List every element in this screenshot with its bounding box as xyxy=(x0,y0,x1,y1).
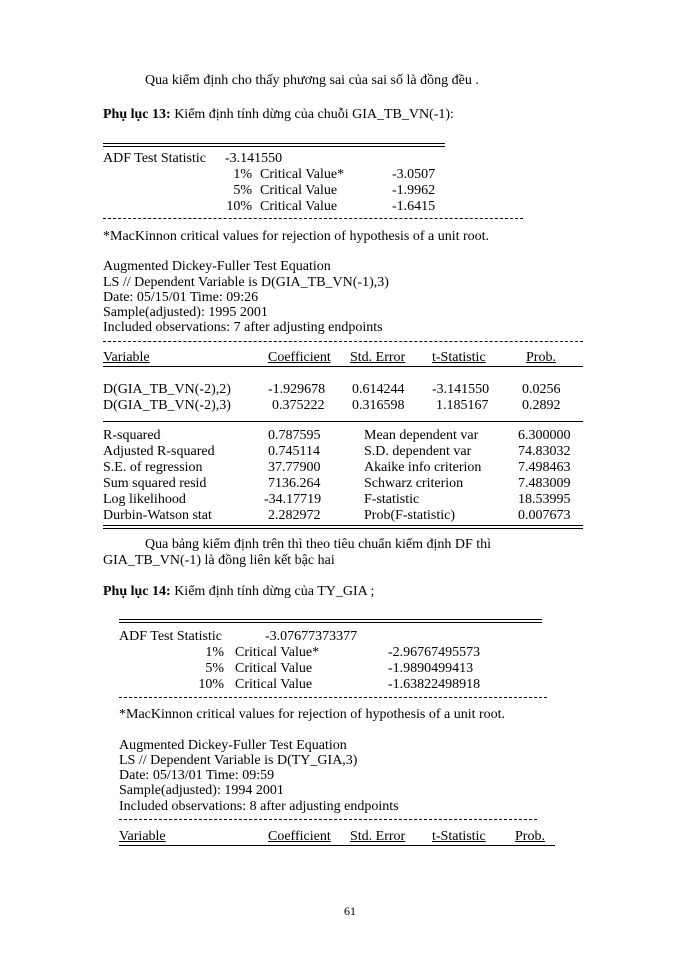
stat-value: 2.282972 xyxy=(268,508,321,523)
row1-t-statistic: -3.141550 xyxy=(432,382,490,397)
row1-variable: D(GIA_TB_VN(-2),2) xyxy=(103,382,231,397)
a14-crit-label-10: Critical Value xyxy=(235,677,313,692)
a14-col-header-prob: Prob. xyxy=(515,829,545,844)
double-rule-top-1 xyxy=(103,143,445,144)
col-header-t-statistic: t-Statistic xyxy=(432,350,486,365)
stat-value: 7.498463 xyxy=(518,460,571,475)
included-observations: Included observations: 7 after adjusting endpoints xyxy=(103,320,383,335)
a14-equation-title: Augmented Dickey-Fuller Test Equation xyxy=(119,738,347,753)
dependent-variable: LS // Dependent Variable is D(GIA_TB_VN(-1),3) xyxy=(103,275,389,290)
conclusion-line-2: GIA_TB_VN(-1) là đồng liên kết bậc hai xyxy=(103,553,335,568)
crit-pct-10: 10% xyxy=(226,199,252,214)
stat-value: 0.007673 xyxy=(518,508,571,523)
a14-col-header-coefficient: Coefficient xyxy=(268,829,331,844)
stat-label: Log likelihood xyxy=(103,492,186,507)
col-header-coefficient: Coefficient xyxy=(268,350,331,365)
stat-label: Prob(F-statistic) xyxy=(364,508,455,523)
crit-pct-5: 5% xyxy=(233,183,252,198)
a14-adf-label: ADF Test Statistic xyxy=(119,629,222,644)
stat-label: Adjusted R-squared xyxy=(103,444,215,459)
sample-range: Sample(adjusted): 1995 2001 xyxy=(103,305,268,320)
stat-value: 0.787595 xyxy=(268,428,321,443)
date-time: Date: 05/15/01 Time: 09:26 xyxy=(103,290,259,305)
appendix-14-heading xyxy=(103,584,374,600)
a14-included-observations: Included observations: 8 after adjusting endpoints xyxy=(119,799,399,814)
crit-value-10: -1.6415 xyxy=(392,199,436,214)
a14-crit-value-5: -1.9890499413 xyxy=(388,661,474,676)
a14-dependent-variable: LS // Dependent Variable is D(TY_GIA,3) xyxy=(119,753,358,768)
appendix-13-label: Phụ lục 13: xyxy=(103,107,171,122)
table-divider xyxy=(103,421,583,422)
stat-label: R-squared xyxy=(103,428,161,443)
stat-value: 6.300000 xyxy=(518,428,571,443)
stat-label: Mean dependent var xyxy=(364,428,479,443)
a14-sample-range: Sample(adjusted): 1994 2001 xyxy=(119,783,284,798)
crit-label-10: Critical Value xyxy=(260,199,338,214)
page-number: 61 xyxy=(344,904,356,918)
a14-mackinnon-note: *MacKinnon critical values for rejection of hypothesis of a unit root. xyxy=(119,707,506,722)
crit-pct-1: 1% xyxy=(233,167,252,182)
crit-value-1: -3.0507 xyxy=(392,167,436,182)
crit-label-5: Critical Value xyxy=(260,183,338,198)
a14-col-header-t-statistic: t-Statistic xyxy=(432,829,486,844)
row1-prob: 0.0256 xyxy=(522,382,561,397)
appendix-14-title: Kiểm định tính dừng của TY_GIA ; xyxy=(170,584,375,599)
double-rule-top-2 xyxy=(103,146,445,147)
row2-variable: D(GIA_TB_VN(-2),3) xyxy=(103,398,231,413)
a14-header-underline xyxy=(119,845,555,846)
col-header-variable: Variable xyxy=(103,350,150,365)
stat-label: Sum squared resid xyxy=(103,476,207,491)
double-rule-bottom-2 xyxy=(103,528,583,529)
stat-label: S.E. of regression xyxy=(103,460,203,475)
appendix-14-label: Phụ lục 14: xyxy=(103,584,171,599)
stat-label: F-statistic xyxy=(364,492,420,507)
a14-col-header-std-error: Std. Error xyxy=(350,829,406,844)
a14-double-rule-2 xyxy=(119,622,542,623)
stat-value: 18.53995 xyxy=(518,492,571,507)
a14-adf-value: -3.07677373377 xyxy=(265,629,358,644)
stat-label: S.D. dependent var xyxy=(364,444,472,459)
dashed-rule-1 xyxy=(103,218,523,219)
a14-crit-value-10: -1.63822498918 xyxy=(388,677,481,692)
col-header-prob: Prob. xyxy=(526,350,556,365)
adf-test-value: -3.141550 xyxy=(225,151,283,166)
row2-std-error: 0.316598 xyxy=(352,398,405,413)
crit-value-5: -1.9962 xyxy=(392,183,436,198)
adf-test-label: ADF Test Statistic xyxy=(103,151,206,166)
row2-coefficient: 0.375222 xyxy=(272,398,325,413)
appendix-13-heading xyxy=(103,107,454,123)
a14-double-rule-1 xyxy=(119,619,542,620)
stat-label: Schwarz criterion xyxy=(364,476,464,491)
equation-title: Augmented Dickey-Fuller Test Equation xyxy=(103,259,331,274)
dashed-rule-2 xyxy=(103,341,583,342)
crit-label-1: Critical Value* xyxy=(260,167,345,182)
appendix-13-title: Kiểm định tính dừng của chuỗi GIA_TB_VN(-1): xyxy=(170,107,454,122)
a14-crit-pct-5: 5% xyxy=(205,661,224,676)
stat-value: 7136.264 xyxy=(268,476,321,491)
stat-value: -34.17719 xyxy=(264,492,322,507)
row2-prob: 0.2892 xyxy=(522,398,561,413)
row2-t-statistic: 1.185167 xyxy=(436,398,489,413)
row1-coefficient: -1.929678 xyxy=(268,382,326,397)
a14-dashed-rule-2 xyxy=(119,819,537,820)
a14-crit-label-5: Critical Value xyxy=(235,661,313,676)
a14-date-time: Date: 05/13/01 Time: 09:59 xyxy=(119,768,275,783)
header-underline xyxy=(103,366,583,367)
col-header-std-error: Std. Error xyxy=(350,350,406,365)
a14-dashed-rule-1 xyxy=(119,697,547,698)
conclusion-line-1: Qua bảng kiểm định trên thì theo tiêu chuẩn kiểm định DF thì xyxy=(145,537,492,552)
a14-col-header-variable: Variable xyxy=(119,829,166,844)
a14-crit-pct-1: 1% xyxy=(205,645,224,660)
stat-value: 0.745114 xyxy=(268,444,320,459)
row1-std-error: 0.614244 xyxy=(352,382,405,397)
mackinnon-note: *MacKinnon critical values for rejection of hypothesis of a unit root. xyxy=(103,229,490,244)
a14-crit-value-1: -2.96767495573 xyxy=(388,645,481,660)
stat-label: Akaike info criterion xyxy=(364,460,482,475)
double-rule-bottom-1 xyxy=(103,525,583,526)
intro-sentence: Qua kiểm định cho thấy phương sai của sai số là đồng đều . xyxy=(145,73,479,88)
stat-value: 74.83032 xyxy=(518,444,571,459)
stat-value: 7.483009 xyxy=(518,476,571,491)
a14-crit-pct-10: 10% xyxy=(198,677,224,692)
stat-value: 37.77900 xyxy=(268,460,321,475)
a14-crit-label-1: Critical Value* xyxy=(235,645,320,660)
stat-label: Durbin-Watson stat xyxy=(103,508,212,523)
